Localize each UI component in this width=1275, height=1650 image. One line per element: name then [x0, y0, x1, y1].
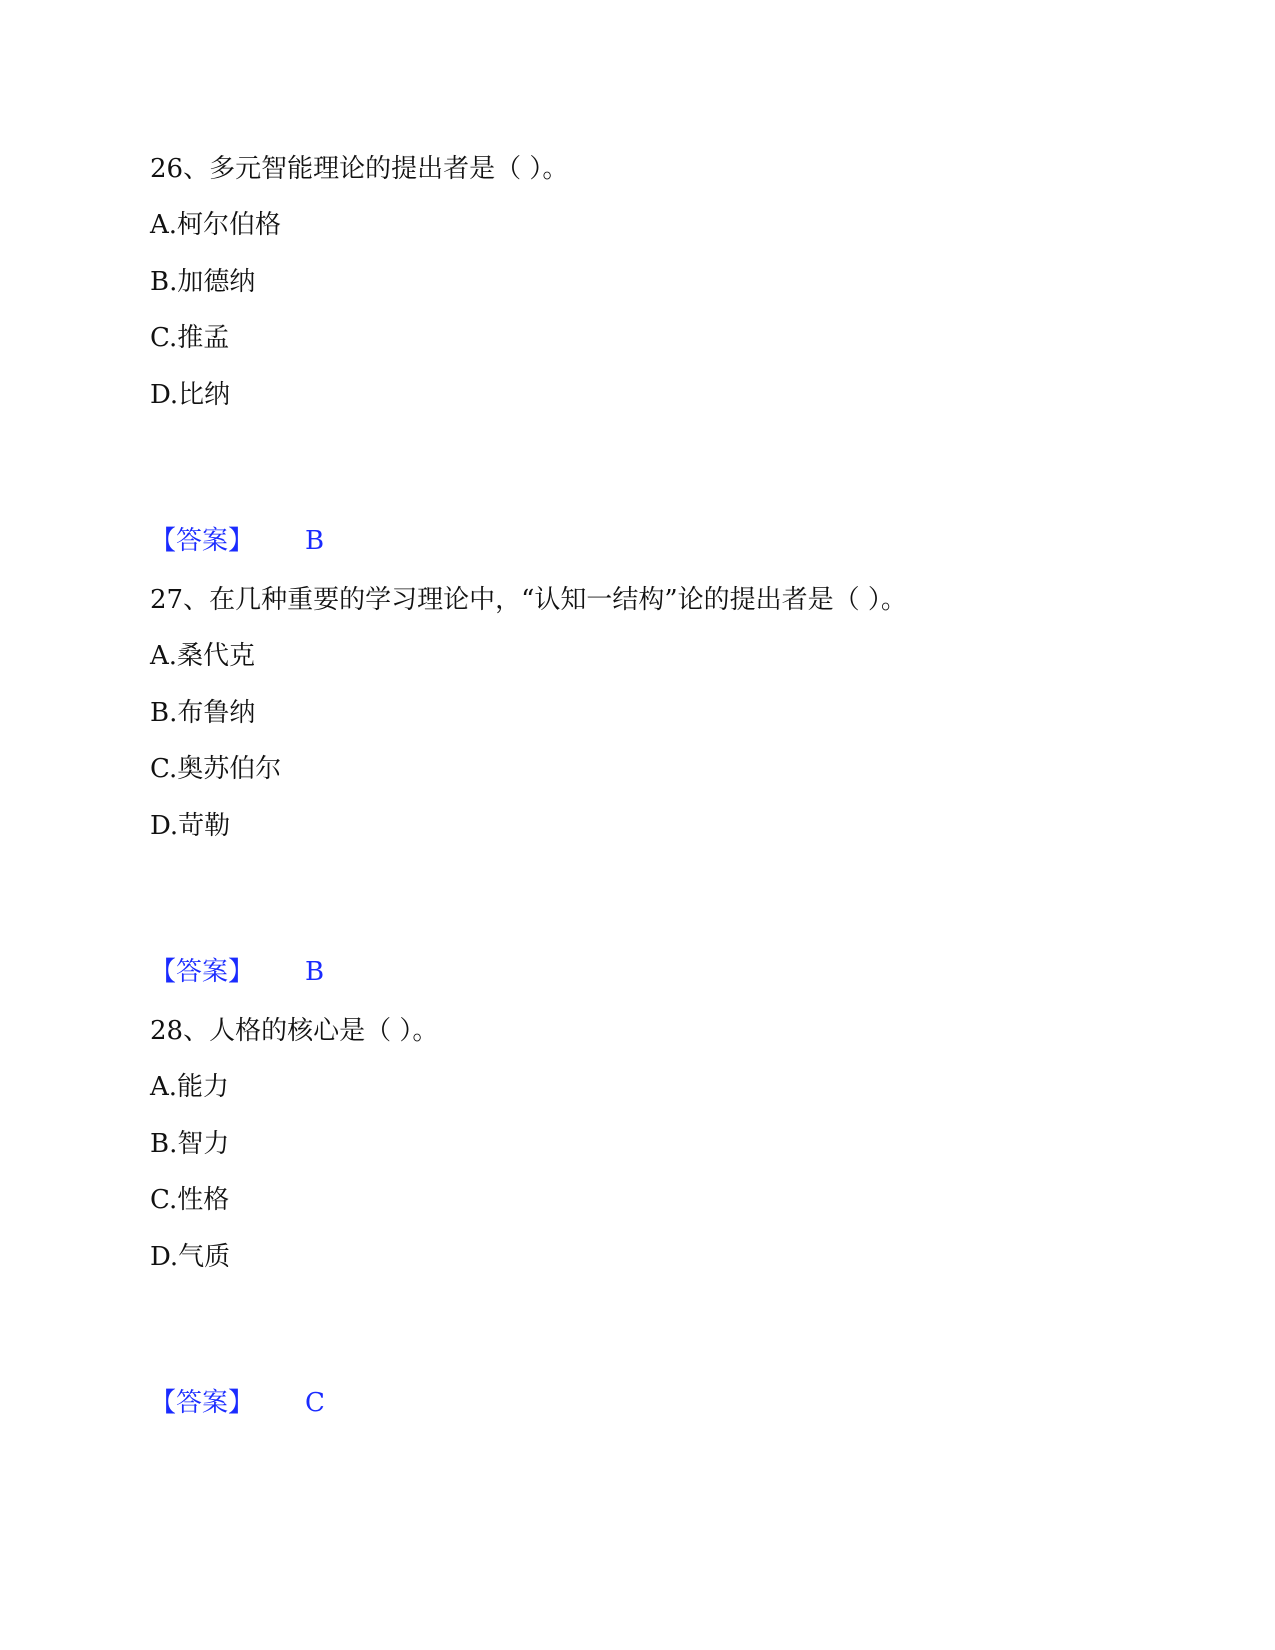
question-26-answer	[150, 524, 324, 558]
question-28-answer	[150, 1386, 325, 1420]
answer-label: 【答案】	[150, 1388, 255, 1418]
answer-label: 【答案】	[150, 957, 255, 987]
question-27-answer	[150, 955, 324, 989]
question-28-stem: 28、人格的核心是（ ）。	[150, 1016, 439, 1046]
answer-value: C	[305, 1388, 325, 1418]
question-27-stem: 27、在几种重要的学习理论中，“认知一结构”论的提出者是（ ）。	[150, 585, 907, 615]
question-28-option-c: C.性格	[150, 1185, 230, 1215]
question-28-option-d: D.气质	[150, 1242, 231, 1272]
question-27-option-b: B.布鲁纳	[150, 698, 256, 728]
question-26-option-c: C.推孟	[150, 323, 230, 353]
question-27-option-d: D.苛勒	[150, 811, 231, 841]
answer-value: B	[305, 526, 325, 556]
question-26-stem: 26、多元智能理论的提出者是（ ）。	[150, 154, 569, 184]
question-27-option-a: A.桑代克	[150, 641, 256, 671]
question-28-option-a: A.能力	[150, 1072, 230, 1102]
question-26-option-d: D.比纳	[150, 380, 231, 410]
question-26-option-a: A.柯尔伯格	[150, 210, 282, 240]
question-26-option-b: B.加德纳	[150, 267, 256, 297]
answer-value: B	[305, 957, 325, 987]
answer-label: 【答案】	[150, 526, 255, 556]
question-28-option-b: B.智力	[150, 1129, 230, 1159]
question-27-option-c: C.奥苏伯尔	[150, 754, 282, 784]
